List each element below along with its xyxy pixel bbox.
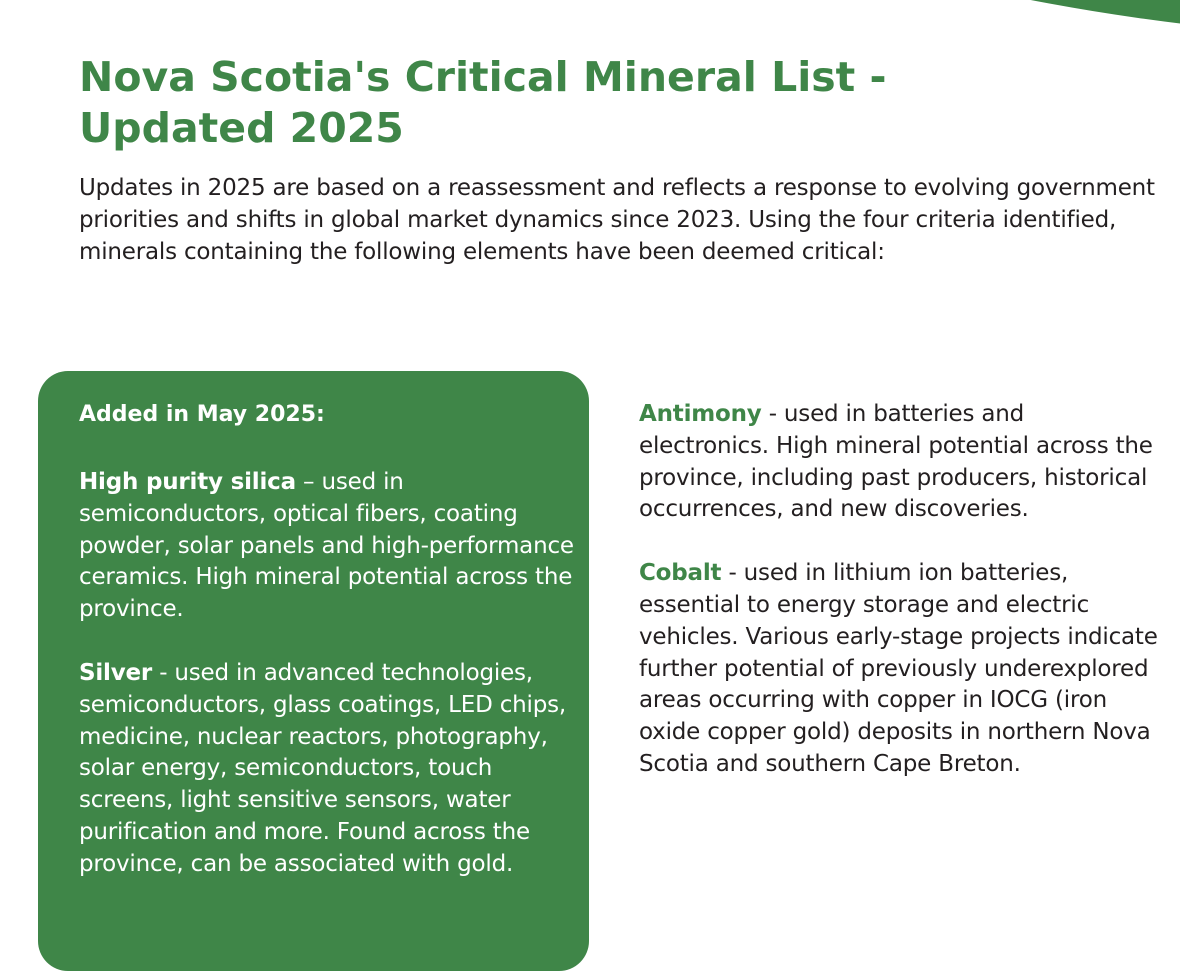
- mineral-name: High purity silica: [79, 469, 296, 495]
- intro-paragraph: Updates in 2025 are based on a reassessment and reflects a response to evolving government priorities and shifts in global market dynamics since 2023. Using the four criteria identified, minerals containing the following elements have been deemed critical:: [79, 175, 1155, 265]
- mineral-description: - used in advanced technologies, semiconductors, glass coatings, LED chips, medicine, nuclear reactors, photography, solar energy, semiconductors, touch screens, light sensitive sensors, water purification and more. Found across the province, can be associated with gold.: [79, 659, 567, 877]
- mineral-list-column: [639, 399, 1159, 813]
- mineral-description: – used in semiconductors, optical fibers, coating powder, solar panels and high-performance ceramics. High mineral potential across the province.: [79, 469, 574, 623]
- mineral-name: Cobalt: [639, 560, 722, 587]
- added-minerals-box: [38, 371, 589, 971]
- mineral-entry-high-purity-silica: [79, 467, 584, 626]
- mineral-entry-cobalt: [639, 558, 1159, 781]
- page-title: Nova Scotia's Critical Mineral List - Updated 2025: [79, 53, 887, 152]
- mineral-name: Antimony: [639, 401, 762, 427]
- mineral-entry-antimony: [639, 399, 1159, 526]
- mineral-description: - used in lithium ion batteries, essential to energy storage and electric vehicles. Various early-stage projects indicate further potential of previously underexplored areas occurring with copper in IOCG (iron oxide copper gold) deposits in northern Nova Scotia and southern Cape Breton.: [639, 560, 1158, 777]
- mineral-description: - used in batteries and electronics. High mineral potential across the province, including past producers, historical occurrences, and new discoveries.: [639, 401, 1153, 523]
- decorative-corner-shape: [520, 0, 1180, 44]
- mineral-entry-silver: [79, 658, 584, 881]
- mineral-name: Silver: [79, 659, 153, 686]
- added-box-heading: Added in May 2025:: [79, 402, 325, 427]
